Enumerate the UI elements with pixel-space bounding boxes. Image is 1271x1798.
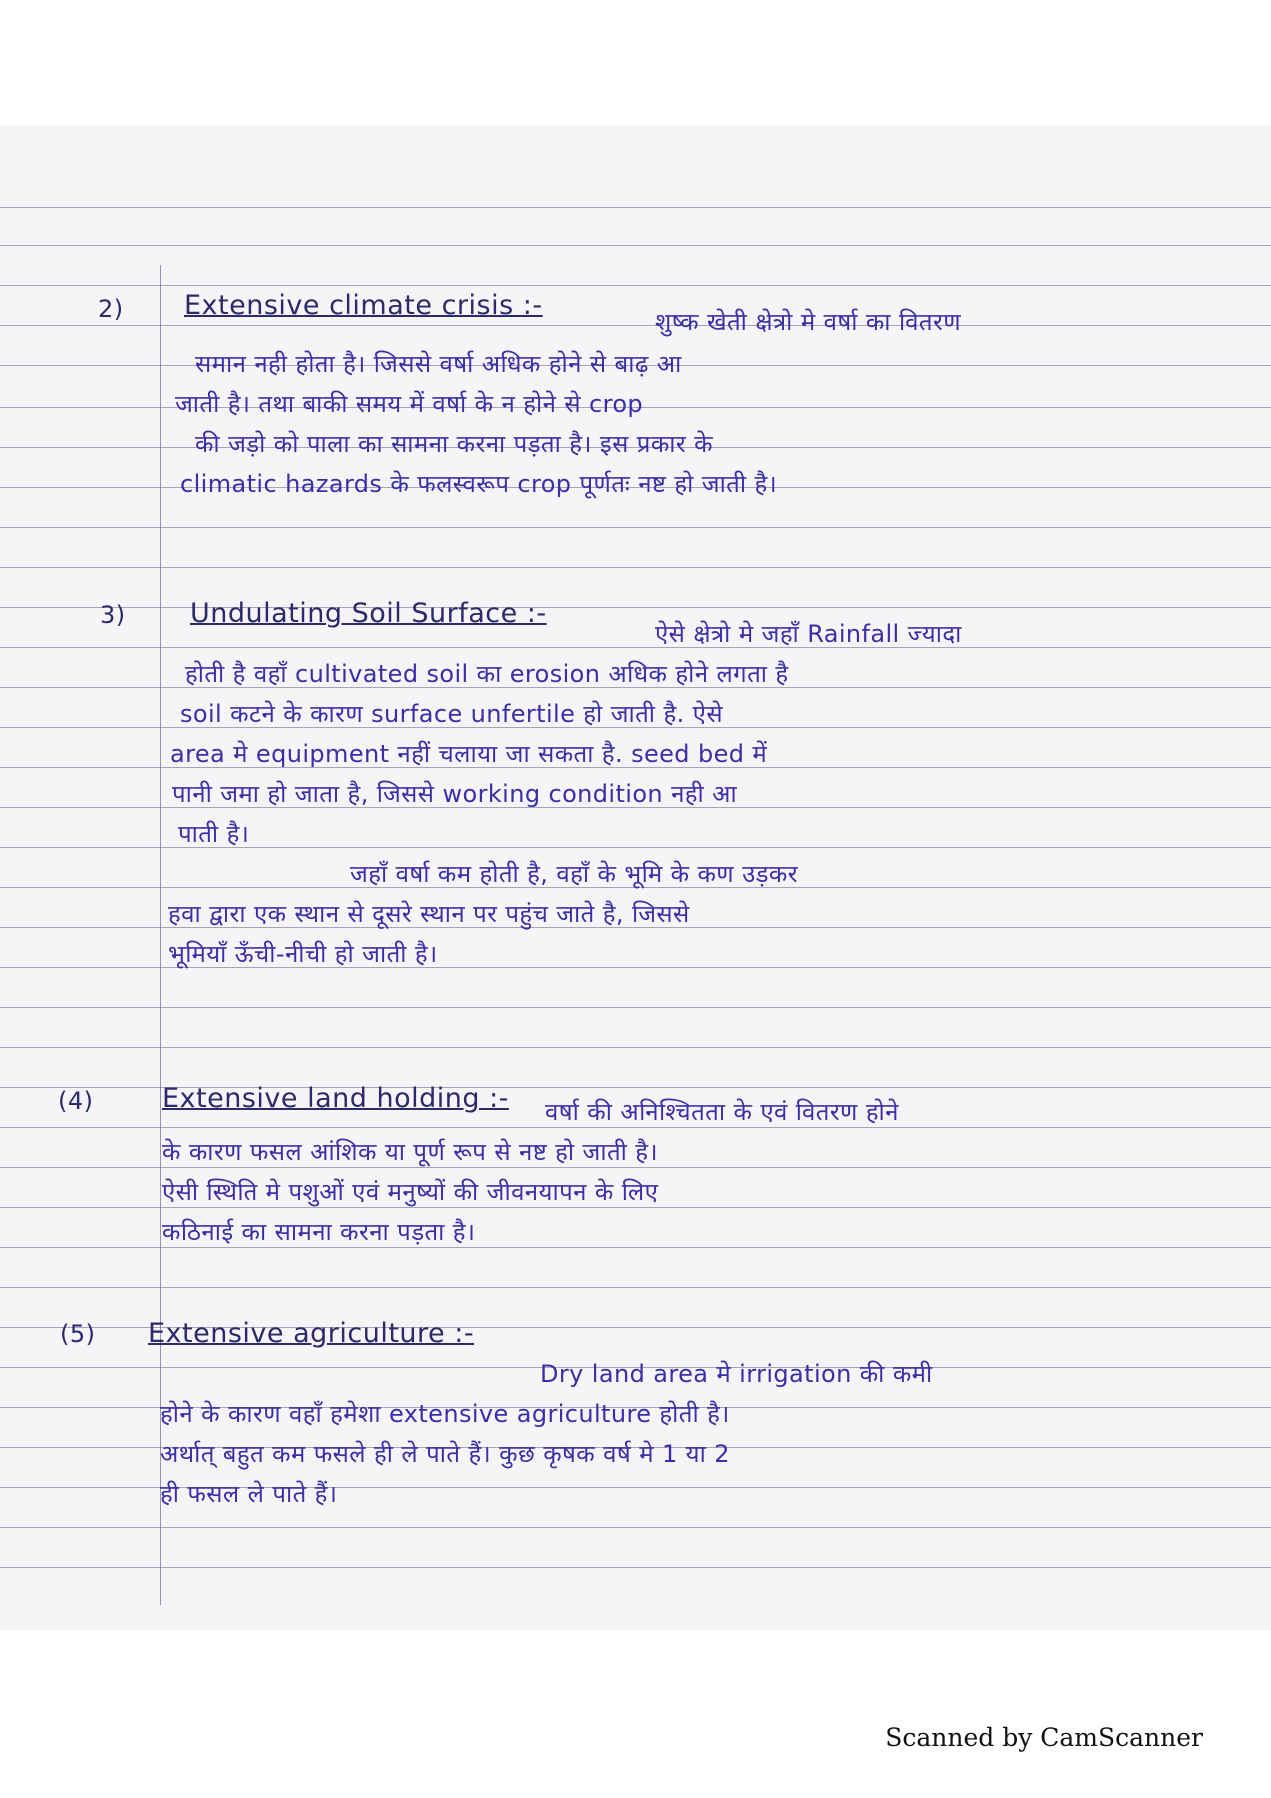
section-heading: Extensive climate crisis :- [184,290,543,321]
text-line: होने के कारण वहाँ हमेशा extensive agriculture होती है। [160,1400,730,1428]
rule-line [0,285,1271,286]
notebook-page [0,125,1271,1630]
scanner-watermark: Scanned by CamScanner [885,1723,1203,1752]
text-line: ही फसल ले पाते हैं। [160,1480,338,1508]
text-line: अर्थात् बहुत कम फसले ही ले पाते हैं। कुछ कृषक वर्ष मे 1 या 2 [160,1440,730,1468]
rule-line [0,207,1271,208]
text-line: ऐसी स्थिति मे पशुओं एवं मनुष्यों की जीवनयापन के लिए [162,1178,659,1206]
text-line: जाती है। तथा बाकी समय में वर्षा के न होने से crop [175,390,644,418]
text-line: हवा द्वारा एक स्थान से दूसरे स्थान पर पहुंच जाते है, जिससे [168,900,690,928]
text-line: शुष्क खेती क्षेत्रो मे वर्षा का वितरण [655,308,961,336]
section-heading: Extensive land holding :- [162,1083,509,1114]
rule-line [0,1567,1271,1568]
rule-line [0,527,1271,528]
text-line: की जड़ो को पाला का सामना करना पड़ता है। इस प्रकार के [195,430,713,458]
section-number: 3) [100,601,126,629]
rule-line [0,245,1271,246]
rule-line [0,1007,1271,1008]
rule-line [0,567,1271,568]
text-line: पाती है। [178,820,250,848]
rule-line [0,325,1271,326]
text-line: कठिनाई का सामना करना पड़ता है। [162,1218,476,1246]
text-line: ऐसे क्षेत्रो मे जहाँ Rainfall ज्यादा [655,620,962,648]
section-heading: Undulating Soil Surface :- [190,598,547,629]
text-line: समान नही होता है। जिससे वर्षा अधिक होने से बाढ़ आ [195,350,682,378]
text-line: वर्षा की अनिश्चितता के एवं वितरण होने [545,1098,899,1126]
rule-line [0,1527,1271,1528]
text-line: जहाँ वर्षा कम होती है, वहाँ के भूमि के कण उड़कर [350,860,798,888]
rule-line [0,1047,1271,1048]
text-line: Dry land area मे irrigation की कमी [540,1360,933,1388]
text-line: climatic hazards के फलस्वरूप crop पूर्णतः नष्ट हो जाती है। [180,470,778,498]
text-line: area मे equipment नहीं चलाया जा सकता है. seed bed में [170,740,768,768]
section-heading: Extensive agriculture :- [148,1318,475,1349]
text-line: भूमियाँ ऊँची-नीची हो जाती है। [168,940,438,968]
rule-line [0,1287,1271,1288]
text-line: पानी जमा हो जाता है, जिससे working condition नही आ [172,780,738,808]
text-line: होती है वहाँ cultivated soil का erosion अधिक होने लगता है [185,660,789,688]
section-number: (5) [60,1320,96,1348]
text-line: के कारण फसल आंशिक या पूर्ण रूप से नष्ट हो जाती है। [162,1138,658,1166]
section-number: (4) [58,1087,94,1115]
rule-line [0,647,1271,648]
text-line: soil कटने के कारण surface unfertile हो जाती है. ऐसे [180,700,723,728]
section-number: 2) [98,295,124,323]
